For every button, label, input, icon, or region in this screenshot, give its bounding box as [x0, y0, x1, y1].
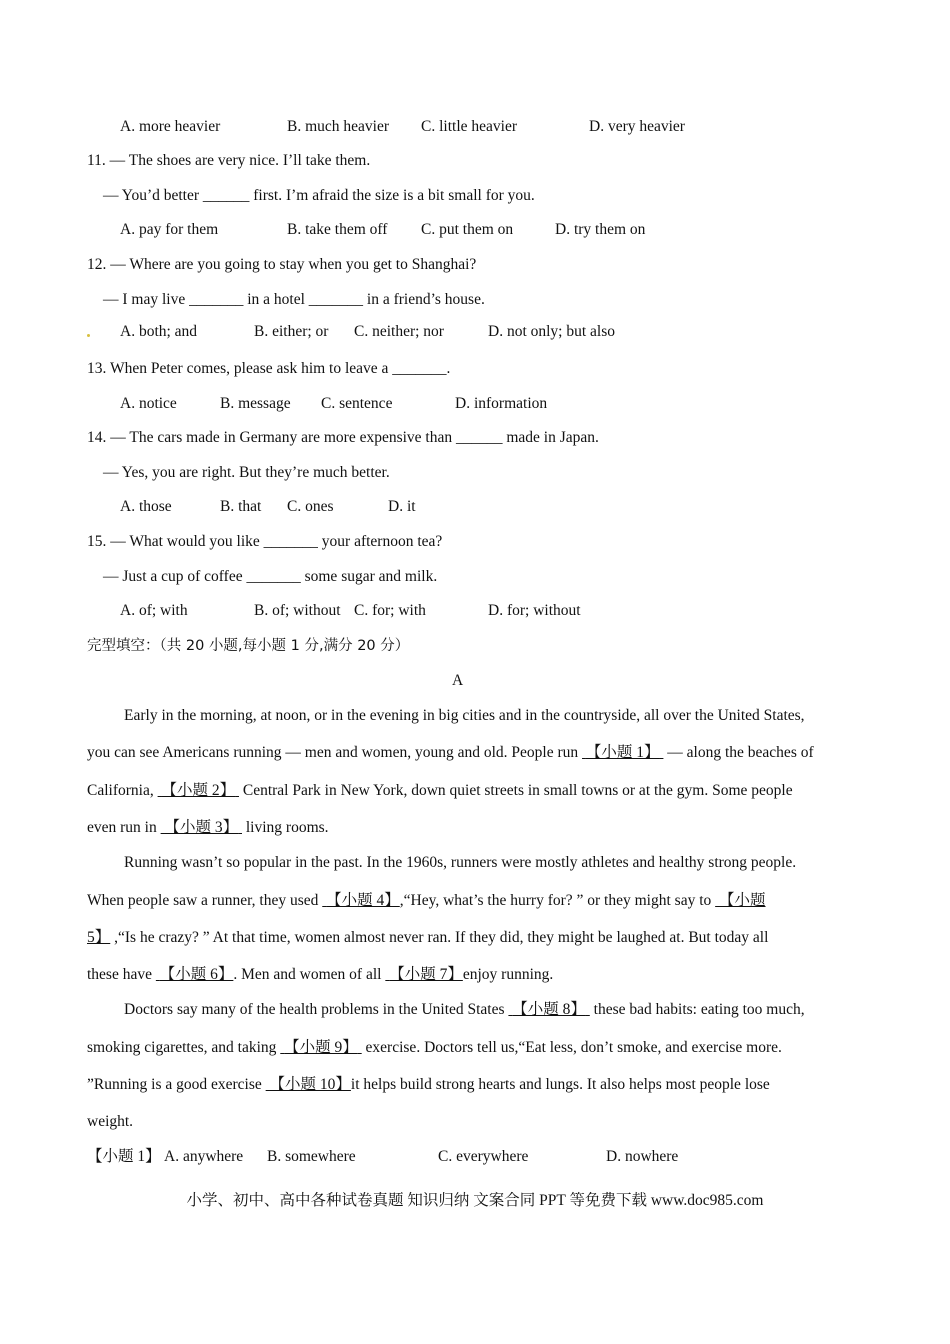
q11-option-b: B. take them off: [287, 221, 388, 238]
passage-line: ”Running is a good exercise 【小题 10】it helps build strong hearts and lungs. It also helps most people lose: [87, 1076, 770, 1093]
passage-line: Doctors say many of the health problems in the United States 【小题 8】 these bad habits: eating too much,: [124, 1001, 805, 1018]
q15-option-d: D. for; without: [488, 602, 581, 619]
sub1-label: 【小题 1】: [87, 1148, 161, 1165]
blank-4: 【小题 4】: [326, 892, 400, 909]
q14-option-d: D. it: [388, 498, 416, 515]
blank-6: 【小题 6】: [159, 966, 234, 983]
q11-reply: — You’d better ______ first. I’m afraid the size is a bit small for you.: [103, 187, 535, 204]
passage-label: A: [452, 672, 464, 689]
q11-option-a: A. pay for them: [120, 221, 219, 238]
q11-option-d: D. try them on: [555, 221, 646, 238]
q15-option-c: C. for; with: [354, 602, 426, 619]
passage-line: these have 【小题 6】. Men and women of all 【小题 7】enjoy running.: [87, 966, 554, 983]
q10-option-a: A. more heavier: [120, 118, 221, 135]
sub1-option-d: D. nowhere: [606, 1148, 679, 1165]
passage-line: Early in the morning, at noon, or in the evening in big cities and in the countryside, all over the United States,: [124, 707, 805, 724]
passage-line: California, 【小题 2】 Central Park in New York, down quiet streets in small towns or at the gym. Some people: [87, 782, 793, 799]
passage-line: Running wasn’t so popular in the past. In the 1960s, runners were mostly athletes and healthy strong people.: [124, 854, 797, 871]
q15-option-a: A. of; with: [120, 602, 188, 619]
sub1-option-c: C. everywhere: [438, 1148, 529, 1165]
passage-line: you can see Americans running — men and women, young and old. People run 【小题 1】 — along the beaches of: [87, 744, 814, 761]
q12-option-c: C. neither; nor: [354, 323, 444, 340]
section-title: 完型填空：（共 20 小题,每小题 1 分,满分 20 分）: [87, 638, 410, 654]
blank-10: 【小题 10】: [269, 1076, 351, 1093]
q10-option-b: B. much heavier: [287, 118, 390, 135]
sub1-option-b: B. somewhere: [267, 1148, 356, 1165]
q12-option-d: D. not only; but also: [488, 323, 616, 340]
q15-reply: — Just a cup of coffee _______ some sugar and milk.: [103, 568, 438, 585]
q14-option-a: A. those: [120, 498, 172, 515]
q12-reply: — I may live _______ in a hotel _______ in a friend’s house.: [103, 291, 485, 308]
passage-line: weight.: [87, 1113, 134, 1130]
passage-line: even run in 【小题 3】 living rooms.: [87, 819, 329, 836]
q13-option-a: A. notice: [120, 395, 177, 412]
q10-option-d: D. very heavier: [589, 118, 685, 135]
q12-option-b: B. either; or: [254, 323, 329, 340]
q15-option-b: B. of; without: [254, 602, 341, 619]
marker-dot: [87, 334, 90, 337]
q14-stem: 14. — The cars made in Germany are more expensive than ______ made in Japan.: [87, 429, 599, 446]
blank-7: 【小题 7】: [389, 966, 463, 983]
q15-stem: 15. — What would you like _______ your afternoon tea?: [87, 533, 443, 550]
q11-option-c: C. put them on: [421, 221, 514, 238]
q13-stem: 13. When Peter comes, please ask him to leave a _______.: [87, 360, 451, 377]
passage-line: smoking cigarettes, and taking 【小题 9】 exercise. Doctors tell us,“Eat less, don’t smoke, and exercise more.: [87, 1039, 782, 1056]
page-footer: 小学、初中、高中各种试卷真题 知识归纳 文案合同 PPT 等免费下载 www.doc985.com: [186, 1192, 764, 1209]
q14-reply: — Yes, you are right. But they’re much better.: [103, 464, 390, 481]
blank-2: 【小题 2】: [161, 782, 236, 799]
blank-3: 【小题 3】: [164, 819, 239, 836]
q13-option-b: B. message: [220, 395, 291, 412]
q13-option-c: C. sentence: [321, 395, 393, 412]
passage-line: 5】 ,“Is he crazy? ” At that time, women almost never ran. If they did, they might be laughed at. But today all: [87, 929, 769, 946]
q14-option-b: B. that: [220, 498, 262, 515]
sub1-option-a: A. anywhere: [164, 1148, 244, 1165]
q11-stem: 11. — The shoes are very nice. I’ll take them.: [87, 152, 371, 169]
q10-option-c: C. little heavier: [421, 118, 517, 135]
blank-5: 【小题: [719, 892, 766, 909]
q12-option-a: A. both; and: [120, 323, 198, 340]
q13-option-d: D. information: [455, 395, 548, 412]
q12-stem: 12. — Where are you going to stay when you get to Shanghai?: [87, 256, 477, 273]
blank-1: 【小题 1】: [585, 744, 660, 761]
q14-option-c: C. ones: [287, 498, 334, 515]
blank-5-cont: 5】: [87, 929, 111, 946]
passage-line: When people saw a runner, they used 【小题 4】,“Hey, what’s the hurry for? ” or they might say to 【小题: [87, 892, 766, 909]
blank-8: 【小题 8】: [512, 1001, 586, 1018]
blank-9: 【小题 9】: [284, 1039, 358, 1056]
